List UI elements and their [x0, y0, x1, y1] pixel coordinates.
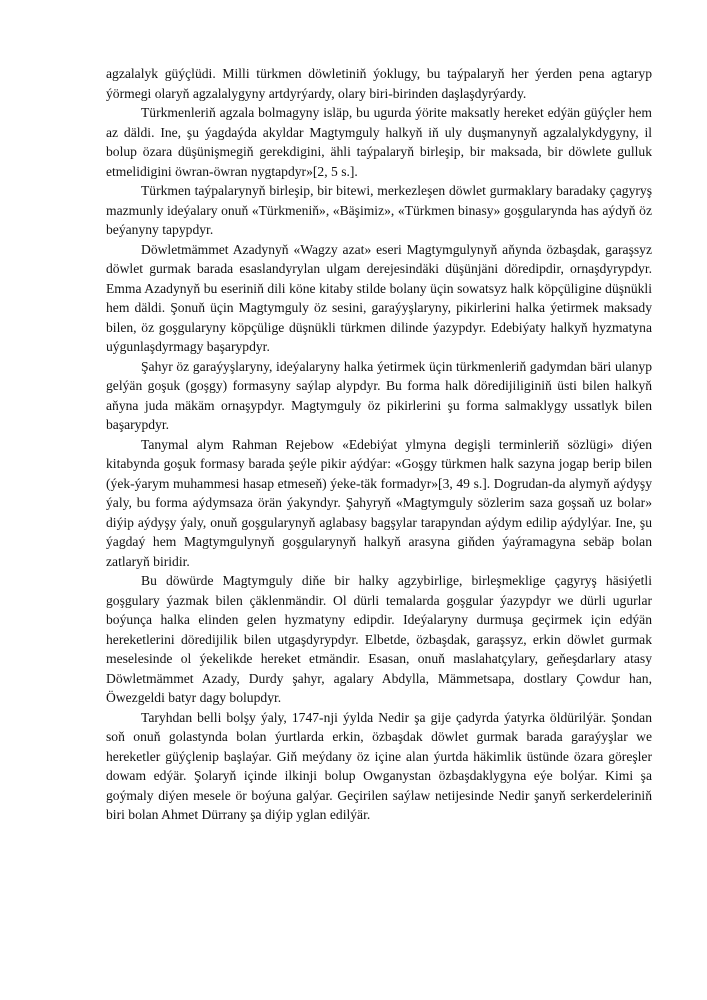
document-body	[106, 64, 652, 825]
paragraph-6: Tanymal alym Rahman Rejebow «Edebiýat ylmyna degişli terminleriň sözlügi» diýen kitabynda goşuk formasy barada şeýle pikir aýdýar: «Goşgy türkmen halk sazyna jogap berip bilen (ýek-ýarym muhammesi hasap etmeseň) ýeke-täk formadyr»[3, 49 s.]. Dogrudan-da alymyň aýdyşy ýaly, bu forma aýdymsaza örän ýakyndyr. Şahyryň «Magtymguly sözlerim saza goşsaň uz bolar» diýip aýdyşy ýaly, onuň goşgularynyň aglabasy bagşylar tarapyndan aýdym edilip aýdylýar. Ine, şu ýagdaý hem Magtymgulynyň goşgularynyň halkyň arasyna giňden ýaýramagyna sebäp bolan zatlaryň biridir.	[106, 436, 652, 569]
paragraph-2: Türkmenleriň agzala bolmagyny isläp, bu ugurda ýörite maksatly hereket edýän güýçler hem az däldi. Ine, şu ýagdaýda akyldar Magtymguly halkyň iň uly duşmanynyň agzalalykdygyny, il bolup özara düşünişmegiň gerekdigini, ähli taýpalaryň birleşip, bir maksada, bir döwlete gulluk etmelidigini öwran-öwran nygtapdyr»[2, 5 s.].	[106, 105, 652, 179]
paragraph-3: Türkmen taýpalarynyň birleşip, bir bitewi, merkezleşen döwlet gurmaklary baradaky çagyryş mazmunly ideýalary onuň «Türkmeniň», «Bäşimiz», «Türkmen binasy» goşgularynda has aýdyň öz beýanyny tapypdyr.	[106, 183, 652, 237]
paragraph-5: Şahyr öz garaýyşlaryny, ideýalaryny halka ýetirmek üçin türkmenleriň gadymdan bäri ulanyp gelýän goşuk (goşgy) formasyny saýlap alypdyr. Bu forma halk döredijiliginiň üsti bilen halkyň aňyna juda mäkäm ornaşypdyr. Magtymguly öz pikirlerini şu forma salmaklygy ussatlyk bilen başarypdyr.	[106, 358, 652, 432]
paragraph-1: agzalalyk güýçlüdi. Milli türkmen döwletiniň ýoklugy, bu taýpalaryň her ýerden pena agtaryp ýörmegi olaryň agzalalygyny artdyrýardy, olary biri-birinden daşlaşdyrýardy.	[106, 66, 652, 101]
paragraph-4: Döwletmämmet Azadynyň «Wagzy azat» eseri Magtymgulynyň aňynda özbaşdak, garaşsyz döwlet gurmak barada esaslandyrylan ulgam derejesindäki düşünjäni döredipdir, ornaşdyrypdyr. Emma Azadynyň bu eseriniň dili köne kitaby stilde bolany üçin sowatsyz halk köpçüligine düşnükli hem däldi. Şonuň üçin Magtymguly öz sesini, garaýyşlaryny, pikirlerini halka ýetirmek maksady bilen, öz goşgularyny köpçülige düşnükli türkmen dilinde ýazypdyr. Edebiýaty halkyň hyzmatyna uýgunlaşdyrmagy başarypdyr.	[106, 241, 652, 354]
paragraph-8: Taryhdan belli bolşy ýaly, 1747-nji ýylda Nedir şa gije çadyrda ýatyrka öldürilýär. Şondan soň onuň golastynda bolan ýurtlarda erkin, özbaşdak döwlet gurmak barada garaýyşlar we hereketler güýçlenip başlaýar. Giň meýdany öz içine alan ýurtda häkimlik üstünde özara göreşler dowam edýär. Şolaryň içinde ilkinji bolup Owganystan özbaşdaklygyna eýe bolýar. Kimi şa goýmaly diýen mesele ör boýuna galýar. Geçirilen saýlaw netijesinde Nedir şanyň serkerdeleriniň biri bolan Ahmet Dürrany şa diýip yglan edilýär.	[106, 709, 652, 822]
paragraph-7: Bu döwürde Magtymguly diňe bir halky agzybirlige, birleşmeklige çagyryş häsiýetli goşgulary ýazmak bilen çäklenmändir. Ol dürli temalarda goşgular ýazypdyr we dürli ugurlar boýunça halka elinden gelen hyzmatyny edipdir. Ideýalaryny durmuşa geçirmek için edýän hereketlerini döredijilik bilen utgaşdyrypdyr. Elbetde, özbaşdak, garaşsyz, erkin döwlet gurmak meselesinde ol ýekelikde hereket etmändir. Esasan, onuň maslahatçylary, geňeşdarlary atasy Döwletmämmet Azady, Durdy şahyr, agalary Abdylla, Mämmetsapa, dostlary Çowdur han, Öwezgeldi batyr dagy bolupdyr.	[106, 573, 652, 705]
